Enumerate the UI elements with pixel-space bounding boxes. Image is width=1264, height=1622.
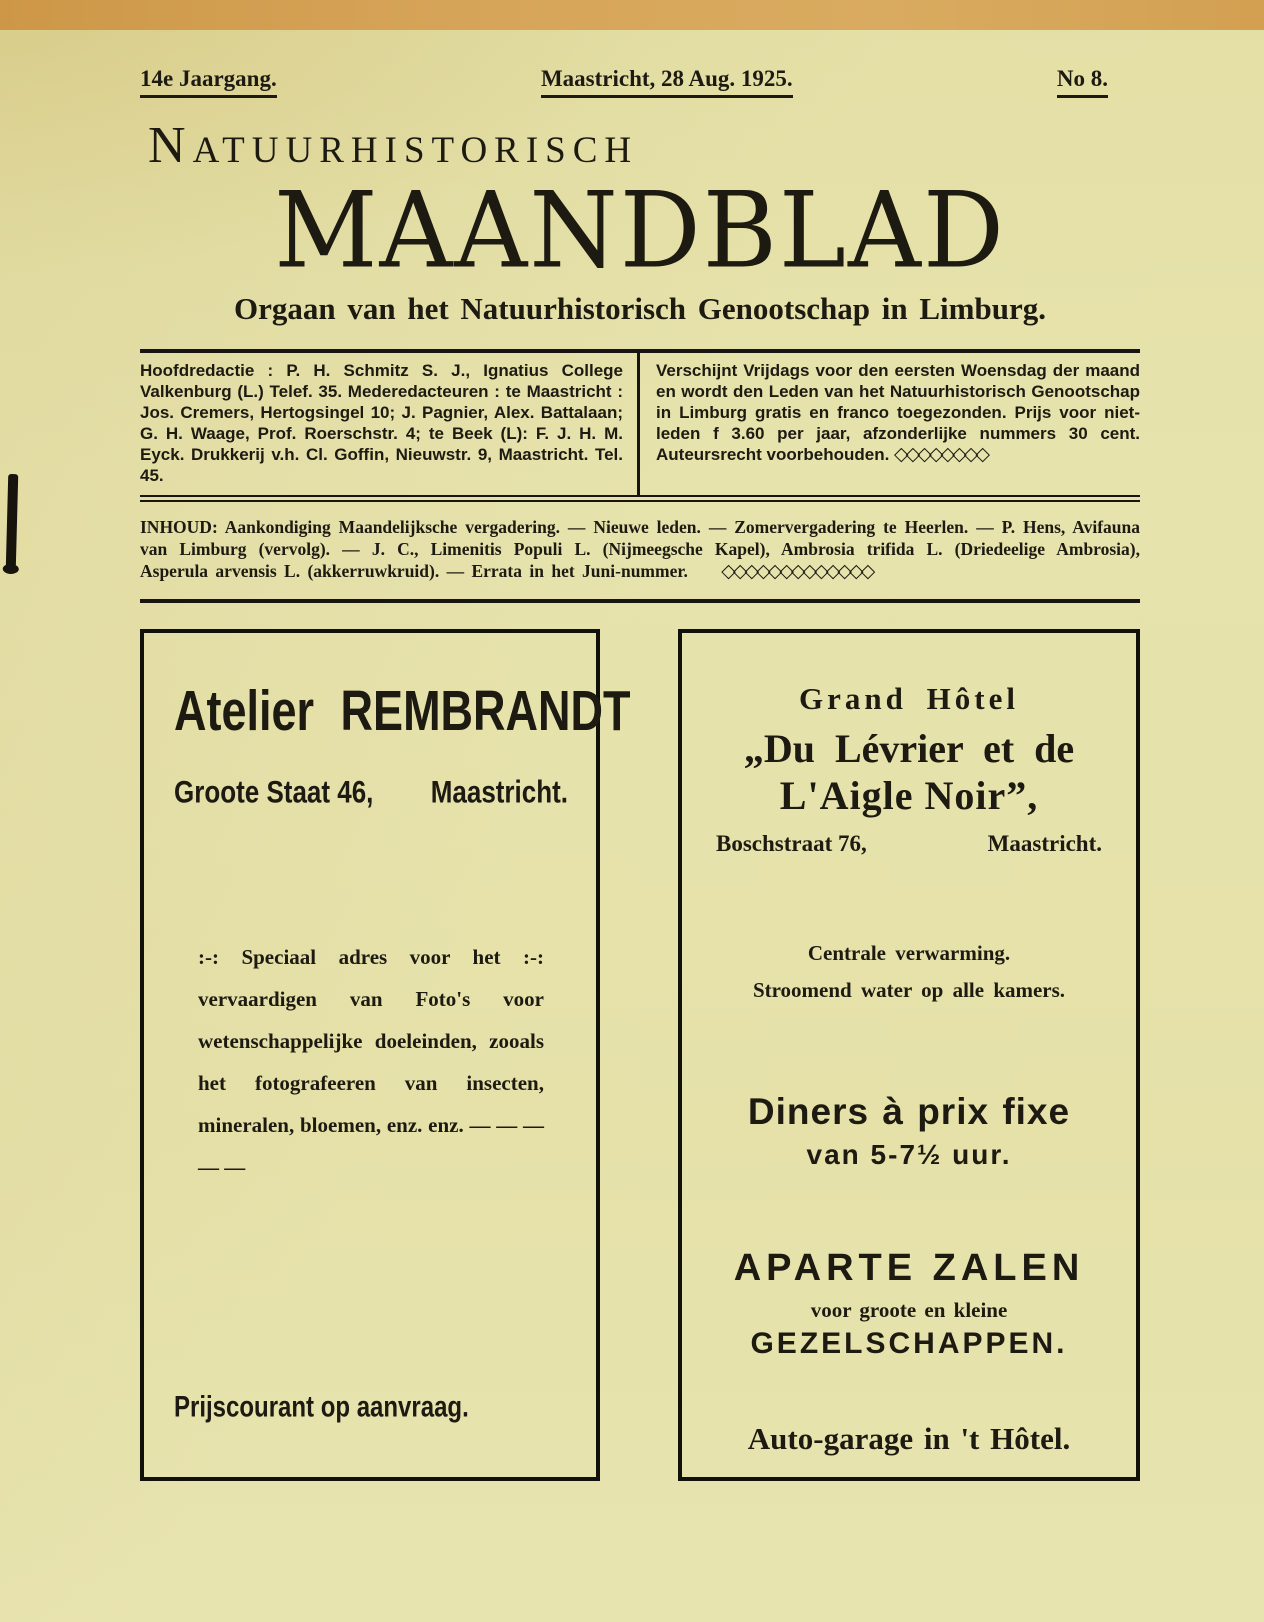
hotel-city: Maastricht. bbox=[987, 831, 1102, 857]
issue-header-row bbox=[140, 0, 1140, 98]
hotel-garage-line: Auto-garage in 't Hôtel. bbox=[747, 1421, 1071, 1457]
rembrandt-ad-footer: Prijscourant op aanvraag. bbox=[174, 1390, 469, 1424]
magazine-title: MAANDBLAD bbox=[274, 168, 1006, 292]
hotel-name-line1: Grand Hôtel bbox=[799, 681, 1019, 717]
contents-text: INHOUD: Aankondiging Maandelijksche vergadering. — Nieuwe leden. — Zomervergadering te Heerlen. — P. Hens, Avifauna van Limburg (vervolg). — J. C., Limenitis Populi L. (Nijmeegsche Kapel), Ambrosia trifida L. (Driedeelige Ambrosia), Asperula arvensis L. (akkerruwkruid). — Errata in het Juni-nummer. bbox=[140, 517, 1140, 582]
hotel-feature-water: Stroomend water op alle kamers. bbox=[752, 978, 1066, 1003]
hotel-name-line3: L'Aigle Noir”, bbox=[779, 773, 1039, 819]
diamond-ornament: ◇◇◇◇◇◇◇◇ bbox=[894, 444, 987, 466]
hotel-diners-line2: van 5-7½ uur. bbox=[806, 1139, 1012, 1171]
hotel-zalen-heading: APARTE ZALEN bbox=[733, 1247, 1085, 1290]
editorial-credits: Hoofdredactie : P. H. Schmitz S. J., Ignatius College Valkenburg (L.) Telef. 35. Mederedacteuren : te Maastricht : Jos. Cremers, Hertogsingel 10; J. Pagnier, Alex. Battalaan; G. H. Waage, Prof. Roerschstr. 4; te Beek (L): F. J. H. M. Eyck. Drukkerij v.h. Cl. Goffin, Nieuwstr. 9, Maastricht. Tel. 45. bbox=[140, 353, 640, 495]
horizontal-divider-rule bbox=[140, 599, 1140, 603]
masthead-credits-block bbox=[140, 349, 1140, 502]
publication-info bbox=[640, 353, 1140, 495]
hotel-zalen-gezelschappen: GEZELSCHAPPEN. bbox=[750, 1327, 1068, 1361]
advertisement-row bbox=[140, 629, 1140, 1481]
hotel-zalen-subtext: voor groote en kleine bbox=[810, 1298, 1008, 1323]
hotel-address-row bbox=[698, 831, 1120, 857]
hotel-feature-heating: Centrale verwarming. bbox=[807, 941, 1011, 966]
ad-atelier-rembrandt bbox=[140, 629, 631, 1481]
rembrandt-ad-body-text: :-: Speciaal adres voor het :-: vervaardigen van Foto's voor wetenschappelijke doeleinden, zooals het fotografeeren van insecten, mineralen, bloemen, enz. enz. — — — — — bbox=[198, 945, 544, 1180]
rembrandt-ad-city: Maastricht. bbox=[430, 773, 568, 810]
issue-volume: 14e Jaargang. bbox=[140, 66, 277, 98]
magazine-super-title: NATUURHISTORISCH bbox=[148, 117, 639, 174]
magazine-subtitle: Orgaan van het Natuurhistorisch Genootschap in Limburg. bbox=[233, 291, 1046, 327]
diamond-ornament: ◇◇◇◇◇◇◇◇◇◇◇◇◇ bbox=[721, 561, 873, 583]
publication-info-text: Verschijnt Vrijdags voor den eersten Woensdag der maand en wordt den Leden van het Natuurhistorisch Genootschap in Limburg gratis en franco toegezonden. Prijs voor niet-leden f 3.60 per jaar, afzonderlijke nummers 30 cent. Auteursrecht voorbehouden. bbox=[656, 361, 1140, 465]
rembrandt-ad-title: Atelier REMBRANDT bbox=[174, 678, 631, 743]
hotel-name-line2: „Du Lévrier et de bbox=[743, 726, 1075, 772]
hotel-street: Boschstraat 76, bbox=[716, 831, 867, 857]
issue-number: No 8. bbox=[1057, 66, 1108, 98]
issue-date: Maastricht, 28 Aug. 1925. bbox=[541, 66, 793, 98]
rembrandt-ad-address-row bbox=[174, 774, 568, 811]
rembrandt-ad-street: Groote Staat 46, bbox=[174, 773, 374, 810]
ad-grand-hotel bbox=[678, 629, 1140, 1481]
hotel-diners-line1: Diners à prix fixe bbox=[747, 1091, 1071, 1133]
table-of-contents bbox=[140, 516, 1140, 583]
